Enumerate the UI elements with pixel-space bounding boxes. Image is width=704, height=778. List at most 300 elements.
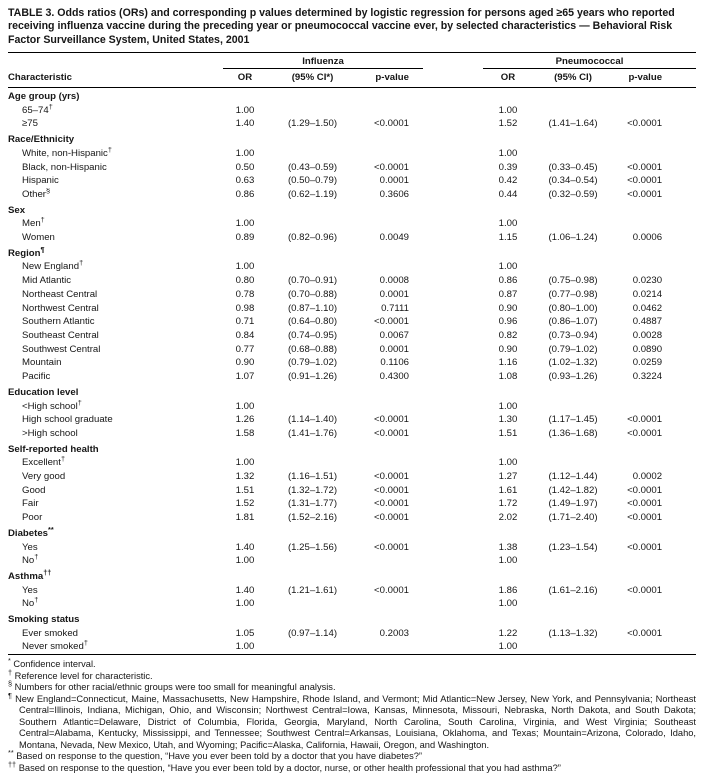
table-row (8, 456, 696, 470)
row-label: No† (8, 554, 223, 568)
value-cell: 0.80 (235, 275, 255, 287)
value-cell: (0.77–0.98) (548, 288, 598, 300)
value-cell: 0.90 (498, 343, 518, 355)
footnote-marker: † (40, 217, 45, 225)
table-row (8, 174, 696, 188)
row-label: Northwest Central (22, 302, 99, 314)
spacer-cell (423, 231, 483, 245)
value-cell: 0.0028 (632, 329, 663, 341)
section-header-row (8, 88, 696, 104)
value-cell: (0.87–1.10) (287, 302, 338, 314)
value-cell: <0.0001 (627, 161, 663, 173)
spacer-cell (423, 627, 483, 641)
value-cell: 0.78 (235, 288, 255, 300)
footnote-marker: ¶ (8, 690, 12, 700)
table-row (8, 356, 696, 370)
value-cell: 0.0008 (379, 275, 409, 287)
footnotes (8, 656, 696, 774)
spacer-cell (423, 315, 483, 329)
value-cell: (1.14–1.40) (287, 414, 338, 426)
value-cell: 1.52 (235, 498, 255, 510)
spacer-cell (423, 174, 483, 188)
value-cell: <0.0001 (627, 541, 663, 553)
table-row (8, 484, 696, 498)
value-cell: (0.79–1.02) (548, 343, 598, 355)
section-header-row (8, 131, 696, 147)
value-cell: <0.0001 (374, 414, 409, 426)
value-cell: (0.62–1.19) (287, 188, 338, 200)
value-cell (358, 456, 423, 470)
spacer-cell (423, 584, 483, 598)
value-cell: 0.3224 (632, 371, 663, 383)
value-cell: 0.0230 (632, 275, 663, 287)
value-cell: <0.0001 (627, 414, 663, 426)
spacer-cell (423, 329, 483, 343)
spacer-cell (423, 260, 483, 274)
value-cell: 1.51 (498, 427, 518, 439)
row-label: Women (22, 232, 55, 244)
value-cell: (1.52–2.16) (287, 512, 338, 524)
value-cell: <0.0001 (627, 188, 663, 200)
value-cell: <0.0001 (627, 175, 663, 187)
value-cell: (0.50–0.79) (287, 175, 338, 187)
spacer-cell (423, 640, 483, 654)
spacer-cell (423, 274, 483, 288)
value-cell (533, 147, 613, 161)
section-label: Region¶ (8, 244, 45, 259)
table-row (8, 640, 696, 654)
row-label: Pacific (22, 371, 51, 383)
footnote-marker: ** (48, 524, 54, 534)
value-cell (267, 554, 358, 568)
table-row (8, 627, 696, 641)
value-cell: 1.81 (235, 512, 255, 524)
value-cell: (1.41–1.64) (548, 118, 598, 130)
value-cell (533, 400, 613, 414)
value-cell: (1.12–1.44) (548, 471, 598, 483)
section-header-row (8, 568, 696, 584)
value-cell (267, 217, 358, 231)
value-cell: 0.0006 (632, 232, 663, 244)
section-label: Education level (8, 386, 79, 398)
value-cell: 0.0259 (632, 357, 663, 369)
value-cell: <0.0001 (374, 541, 409, 553)
influenza-pvalue-column-header: p-value (358, 69, 423, 88)
value-cell: 1.00 (498, 147, 518, 159)
value-cell: <0.0001 (627, 118, 663, 130)
value-cell (358, 400, 423, 414)
value-cell (358, 217, 423, 231)
value-cell (267, 456, 358, 470)
value-cell: 1.07 (235, 371, 255, 383)
table-row (8, 427, 696, 441)
footnote-marker: † (48, 103, 53, 111)
group-row-empty-cell (8, 53, 223, 69)
value-cell: (1.16–1.51) (287, 471, 338, 483)
row-label: Mountain (22, 357, 62, 369)
value-cell: 0.42 (498, 175, 518, 187)
value-cell: 1.40 (235, 584, 255, 596)
spacer-cell (423, 554, 483, 568)
value-cell: (1.41–1.76) (287, 427, 338, 439)
value-cell: (1.32–1.72) (287, 484, 338, 496)
value-cell: 1.05 (235, 627, 255, 639)
value-cell: (0.64–0.80) (287, 316, 338, 328)
value-cell: 0.90 (498, 302, 518, 314)
value-cell: 0.0001 (379, 288, 409, 300)
row-label: 65–74† (8, 104, 223, 118)
section-header-row (8, 611, 696, 627)
value-cell: (0.68–0.88) (287, 343, 338, 355)
value-cell: 1.22 (498, 627, 518, 639)
value-cell: (1.71–2.40) (548, 512, 598, 524)
value-cell (613, 217, 696, 231)
column-group-row (8, 53, 696, 69)
value-cell (358, 260, 423, 274)
row-label: Northeast Central (22, 288, 98, 300)
value-cell: 0.2003 (379, 627, 409, 639)
value-cell: (1.17–1.45) (548, 414, 598, 426)
value-cell (533, 260, 613, 274)
footnote-marker: † (34, 597, 39, 605)
value-cell: 1.00 (235, 641, 255, 653)
value-cell: 1.00 (498, 555, 518, 567)
value-cell: 0.7111 (381, 302, 409, 314)
value-cell: 0.86 (235, 188, 255, 200)
value-cell: <0.0001 (374, 584, 409, 596)
value-cell: 1.00 (235, 147, 255, 159)
spacer-cell (423, 597, 483, 611)
value-cell: 0.63 (235, 175, 255, 187)
row-label: Good (22, 484, 46, 496)
section-label: Smoking status (8, 614, 80, 626)
value-cell: 1.40 (235, 118, 255, 130)
table-row (8, 274, 696, 288)
pneumococcal-ci-column-header: (95% CI) (533, 69, 613, 88)
value-cell: 1.00 (498, 457, 518, 469)
row-label: Southeast Central (22, 329, 99, 341)
value-cell: (1.49–1.97) (548, 498, 598, 510)
value-cell: 1.00 (498, 218, 518, 230)
value-cell (358, 597, 423, 611)
value-cell: 1.00 (235, 104, 255, 116)
footnote-marker: ** (8, 748, 14, 758)
footnote-marker: †† (8, 759, 17, 769)
value-cell: 0.4887 (632, 316, 663, 328)
value-cell: 0.87 (498, 288, 518, 300)
row-label: Southwest Central (22, 343, 101, 355)
value-cell: 0.71 (235, 316, 255, 328)
table-row (8, 260, 696, 274)
value-cell: 1.32 (235, 471, 255, 483)
value-cell (613, 104, 696, 118)
row-label: Men† (8, 217, 223, 231)
value-cell (533, 104, 613, 118)
value-cell: 0.50 (235, 161, 255, 173)
value-cell: (0.73–0.94) (548, 329, 598, 341)
value-cell: <0.0001 (627, 498, 663, 510)
value-cell: 0.86 (498, 275, 518, 287)
value-cell: (0.86–1.07) (548, 316, 598, 328)
row-label: Ever smoked (22, 627, 78, 639)
row-label: Southern Atlantic (22, 316, 95, 328)
value-cell: <0.0001 (374, 471, 409, 483)
table-row (8, 400, 696, 414)
value-cell (613, 400, 696, 414)
value-cell: (1.06–1.24) (548, 232, 598, 244)
value-cell: 1.08 (498, 371, 518, 383)
value-cell (533, 597, 613, 611)
value-cell: 1.86 (498, 584, 518, 596)
value-cell: <0.0001 (374, 484, 409, 496)
row-label: Black, non-Hispanic (22, 161, 107, 173)
value-cell: (0.34–0.54) (548, 175, 598, 187)
value-cell: (1.61–2.16) (548, 584, 598, 596)
value-cell (613, 260, 696, 274)
table-row (8, 511, 696, 525)
value-cell (533, 640, 613, 654)
value-cell (613, 147, 696, 161)
value-cell: 0.82 (498, 329, 518, 341)
footnote: § Numbers for other racial/ethnic groups were too small for meaningful analysis. (8, 679, 336, 693)
row-label: High school graduate (22, 414, 113, 426)
value-cell: <0.0001 (374, 316, 409, 328)
characteristic-column-header: Characteristic (8, 69, 223, 88)
value-cell: 1.00 (235, 400, 255, 412)
table-title: TABLE 3. Odds ratios (ORs) and corresponding p values determined by logistic regression for persons aged ≥65 years who reported receiving influenza vaccine during the preceding year or pneumococcal vaccine ever, by selected characteristics — Behavioral Risk Factor Surveillance System, United States, 2001 (8, 7, 675, 46)
table-row (8, 161, 696, 175)
value-cell: 0.84 (235, 329, 255, 341)
value-cell: 1.16 (498, 357, 518, 369)
section-label: Asthma†† (8, 567, 52, 582)
spacer-cell (423, 104, 483, 118)
footnote: †† Based on response to the question, “Have you ever been told by a doctor, nurse, or other health professional that you had asthma?” (8, 759, 561, 773)
value-cell (613, 554, 696, 568)
footnote-marker: § (46, 187, 51, 195)
value-cell: 0.0001 (379, 343, 409, 355)
spacer-cell (423, 302, 483, 316)
value-cell: 1.38 (498, 541, 518, 553)
value-cell: 1.00 (235, 261, 255, 273)
row-label: Other§ (8, 188, 223, 202)
table-row (8, 343, 696, 357)
value-cell: 0.4300 (379, 371, 409, 383)
table-row (8, 470, 696, 484)
value-cell (613, 640, 696, 654)
value-cell (613, 456, 696, 470)
value-cell: (1.02–1.32) (548, 357, 598, 369)
value-cell: 1.26 (235, 414, 255, 426)
value-cell: <0.0001 (374, 512, 409, 524)
spacer-cell (423, 470, 483, 484)
value-cell: <0.0001 (374, 161, 409, 173)
row-label: Poor (22, 512, 43, 524)
value-cell: (1.42–1.82) (548, 484, 598, 496)
value-cell: <0.0001 (374, 427, 409, 439)
footnote-marker: † (8, 667, 13, 677)
value-cell: 0.0001 (379, 175, 409, 187)
value-cell: (0.33–0.45) (548, 161, 598, 173)
value-cell (358, 554, 423, 568)
value-cell: 1.40 (235, 541, 255, 553)
spacer-cell (423, 217, 483, 231)
value-cell: 1.52 (498, 118, 518, 130)
spacer-cell (423, 400, 483, 414)
spacer-cell (423, 484, 483, 498)
value-cell: 0.96 (498, 316, 518, 328)
section-label: Sex (8, 204, 26, 216)
value-cell: (0.70–0.88) (287, 288, 338, 300)
footnote-marker: † (107, 146, 112, 154)
spacer-cell (423, 356, 483, 370)
value-cell: 0.0890 (632, 343, 663, 355)
table-row (8, 584, 696, 598)
value-cell (358, 640, 423, 654)
value-cell: 1.30 (498, 414, 518, 426)
row-label: Hispanic (22, 175, 59, 187)
value-cell: <0.0001 (627, 484, 663, 496)
table-row (8, 315, 696, 329)
value-cell: (0.82–0.96) (287, 232, 338, 244)
section-header-row (8, 384, 696, 400)
section-label: Self-reported health (8, 443, 99, 455)
table-row (8, 370, 696, 384)
section-label: Race/Ethnicity (8, 134, 75, 146)
value-cell: (0.32–0.59) (548, 188, 598, 200)
row-label: <High school† (8, 400, 223, 414)
footnote-marker: † (83, 640, 88, 648)
table-row (8, 302, 696, 316)
spacer-cell (423, 413, 483, 427)
spacer-cell (423, 188, 483, 202)
value-cell: <0.0001 (374, 118, 409, 130)
value-cell: (1.13–1.32) (548, 627, 598, 639)
value-cell: (1.23–1.54) (548, 541, 598, 553)
spacer-cell (423, 288, 483, 302)
value-cell: 1.00 (498, 104, 518, 116)
value-cell: <0.0001 (627, 627, 663, 639)
value-cell: 0.98 (235, 302, 255, 314)
table-row (8, 288, 696, 302)
row-label: New England† (8, 260, 223, 274)
table-body (8, 88, 696, 655)
group-row-spacer-cell (423, 53, 483, 69)
spacer-cell (423, 511, 483, 525)
value-cell: 1.00 (235, 457, 255, 469)
pneumococcal-group-header: Pneumococcal (483, 53, 696, 69)
table-row (8, 597, 696, 611)
value-cell: 1.27 (498, 471, 518, 483)
value-cell (533, 217, 613, 231)
value-cell (358, 147, 423, 161)
spacer-cell (423, 370, 483, 384)
row-label: ≥75 (22, 118, 38, 130)
value-cell: 0.0214 (632, 288, 663, 300)
footnote-marker: † (34, 554, 39, 562)
spacer-cell (423, 343, 483, 357)
column-header-row (8, 69, 696, 88)
table-row (8, 217, 696, 231)
table-row (8, 413, 696, 427)
table-row (8, 231, 696, 245)
value-cell: (0.70–0.91) (287, 275, 338, 287)
value-cell: 1.00 (235, 598, 255, 610)
value-cell (613, 597, 696, 611)
spacer-cell (423, 541, 483, 555)
value-cell: (0.93–1.26) (548, 371, 598, 383)
table-row (8, 104, 696, 118)
footnote: * Confidence interval. (8, 656, 96, 670)
value-cell: 1.00 (235, 218, 255, 230)
row-label: Fair (22, 498, 39, 510)
spacer-cell (423, 161, 483, 175)
value-cell (533, 456, 613, 470)
value-cell: 0.44 (498, 188, 518, 200)
spacer-cell (423, 497, 483, 511)
value-cell: (0.75–0.98) (548, 275, 598, 287)
value-cell: 0.39 (498, 161, 518, 173)
row-label: Never smoked† (8, 640, 223, 654)
section-label: Age group (yrs) (8, 91, 80, 103)
value-cell: 0.1106 (380, 357, 409, 369)
value-cell: (0.74–0.95) (287, 329, 338, 341)
value-cell: 1.00 (498, 261, 518, 273)
odds-ratios-table (8, 52, 696, 655)
row-label: Yes (22, 541, 38, 553)
value-cell: 0.0002 (632, 471, 663, 483)
value-cell (267, 260, 358, 274)
footnote: † Reference level for characteristic. (8, 667, 153, 681)
value-cell: (1.21–1.61) (287, 584, 338, 596)
spacer-cell (423, 147, 483, 161)
footnote-marker: † (77, 399, 82, 407)
value-cell: (1.31–1.77) (287, 498, 338, 510)
footnote-marker: ¶ (40, 244, 45, 254)
spacer-cell (423, 427, 483, 441)
row-label: No† (8, 597, 223, 611)
table-row (8, 497, 696, 511)
value-cell: (0.91–1.26) (287, 371, 338, 383)
value-cell: 1.15 (498, 232, 518, 244)
value-cell: 0.90 (235, 357, 255, 369)
value-cell (533, 554, 613, 568)
row-label: >High school (22, 427, 78, 439)
spacer-cell (423, 456, 483, 470)
section-header-row (8, 202, 696, 218)
header-spacer-cell (423, 69, 483, 88)
table-row (8, 188, 696, 202)
footnote-marker: † (79, 260, 84, 268)
value-cell: 1.58 (235, 427, 255, 439)
value-cell (267, 640, 358, 654)
footnote-marker: § (8, 679, 13, 689)
section-header-row (8, 245, 696, 261)
value-cell: (0.79–1.02) (287, 357, 338, 369)
value-cell: 1.72 (498, 498, 518, 510)
value-cell: <0.0001 (627, 512, 663, 524)
value-cell: <0.0001 (627, 427, 663, 439)
value-cell: 1.00 (498, 598, 518, 610)
value-cell: 0.77 (235, 343, 255, 355)
influenza-or-column-header: OR (223, 69, 267, 88)
value-cell: (1.29–1.50) (287, 118, 338, 130)
row-label: Very good (22, 471, 66, 483)
influenza-ci-column-header: (95% CI*) (267, 69, 358, 88)
footnote: ** Based on response to the question, “Have you ever been told by a doctor that you have diabetes?” (8, 748, 422, 762)
section-header-row (8, 441, 696, 457)
value-cell: (0.80–1.00) (548, 302, 598, 314)
row-label: Excellent† (8, 456, 223, 470)
